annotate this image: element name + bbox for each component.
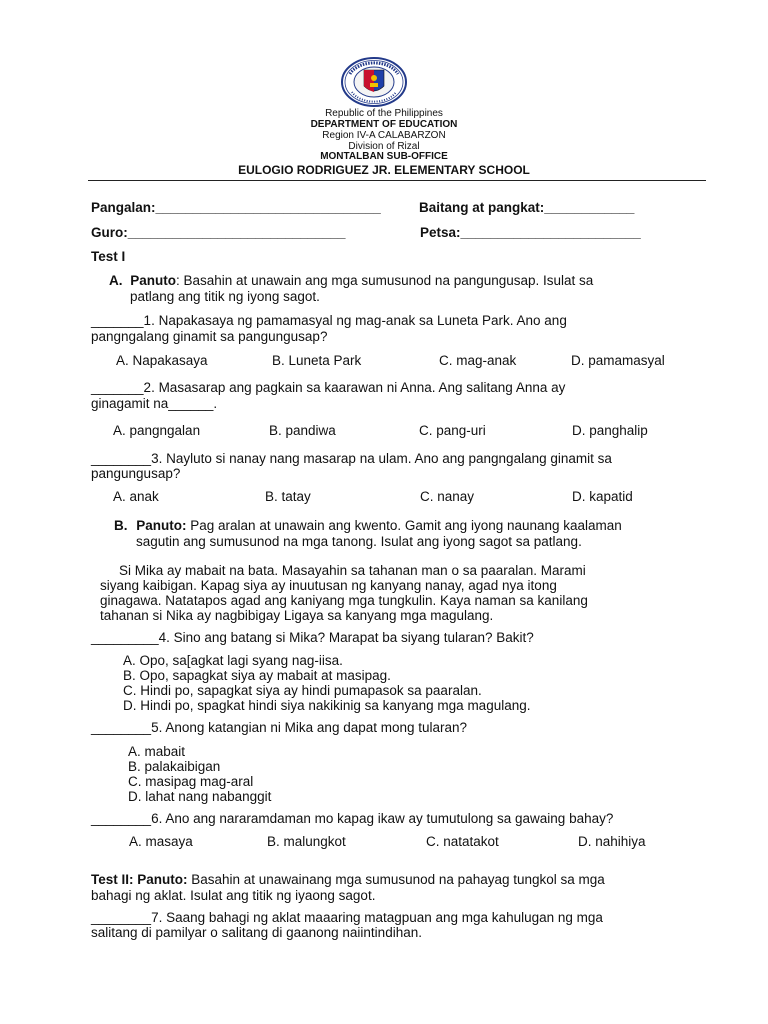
- q3-option-d: D. kapatid: [572, 489, 633, 504]
- story-line: Si Mika ay mabait na bata. Masayahin sa tahanan man o sa paaralan. Marami: [119, 563, 586, 578]
- teacher-field: Guro:_____________________________: [91, 225, 346, 240]
- story-line: ginagawa. Natatapos agad ang kaniyang mga tungkulin. Kaya naman sa kanilang: [100, 593, 588, 608]
- q5-option-d: D. lahat nang nabanggit: [128, 789, 272, 804]
- question-6: ________6. Ano ang nararamdaman mo kapag ikaw ay tumutulong sa gawaing bahay?: [91, 811, 614, 826]
- story-line: tahanan si Nika ay nagbibigay Ligaya sa kanyang mga magulang.: [100, 608, 494, 623]
- question-7: ________7. Saang bahagi ng aklat maaaring matagpuan ang mga kahulugan ng mga: [91, 910, 603, 925]
- q6-option-c: C. natatakot: [426, 834, 499, 849]
- country-name: Republic of the Philippines: [325, 108, 443, 119]
- part-b-instruction: [114, 518, 622, 533]
- question-1-cont: pangngalang ginamit sa pangungusap?: [91, 329, 328, 344]
- header-divider: [88, 180, 706, 181]
- q5-option-a: A. mabait: [128, 744, 186, 759]
- part-a-text: : Basahin at unawain ang mga sumusunod na pangungusap. Isulat sa: [176, 273, 594, 288]
- question-5: ________5. Anong katangian ni Mika ang dapat mong tularan?: [91, 720, 468, 735]
- part-a-label: Panuto: [130, 273, 177, 288]
- q4-option-a: A. Opo, sa[agkat lagi syang nag-iisa.: [123, 653, 343, 668]
- story-line: siyang kaibigan. Kapag siya ay inuutusan ng kanyang nanay, agad nya itong: [100, 578, 557, 593]
- part-b-text-cont: sagutin ang sumusunod na mga tanong. Isulat ang iyong sagot sa patlang.: [136, 534, 582, 549]
- q4-option-c: C. Hindi po, sapagkat siya ay hindi pumapasok sa paaralan.: [123, 683, 482, 698]
- part-b-label: Panuto:: [136, 518, 187, 533]
- test-2-text-cont: bahagi ng aklat. Isulat ang titik ng iyaong sagot.: [91, 888, 376, 903]
- deped-seal-logo: [340, 56, 408, 108]
- part-a-letter: A.: [109, 273, 123, 288]
- test-2-label: Test II: Panuto:: [91, 872, 188, 887]
- q6-option-a: A. masaya: [129, 834, 193, 849]
- question-7-cont: salitang di pamilyar o salitang di gaanong naiintindihan.: [91, 925, 422, 940]
- school-name: EULOGIO RODRIGUEZ JR. ELEMENTARY SCHOOL: [238, 163, 530, 177]
- question-2-cont: ginagamit na______.: [91, 396, 218, 411]
- q1-option-b: B. Luneta Park: [272, 353, 362, 368]
- q4-option-d: D. Hindi po, spagkat hindi siya nakikinig sa kanyang mga magulang.: [123, 698, 531, 713]
- office-name: MONTALBAN SUB-OFFICE: [320, 151, 448, 162]
- question-1: _______1. Napakasaya ng pamamasyal ng mag-anak sa Luneta Park. Ano ang: [91, 313, 567, 328]
- q6-option-d: D. nahihiya: [578, 834, 646, 849]
- division-name: Division of Rizal: [348, 141, 420, 152]
- q3-option-c: C. nanay: [420, 489, 475, 504]
- part-a-text-cont: patlang ang titik ng iyong sagot.: [130, 289, 320, 304]
- region-name: Region IV-A CALABARZON: [322, 130, 446, 141]
- q2-option-a: A. pangngalan: [113, 423, 201, 438]
- question-4: _________4. Sino ang batang si Mika? Marapat ba siyang tularan? Bakit?: [91, 630, 534, 645]
- q3-option-b: B. tatay: [265, 489, 311, 504]
- part-a-instruction: [109, 273, 593, 288]
- name-field: Pangalan:______________________________: [91, 200, 381, 215]
- q3-option-a: A. anak: [113, 489, 159, 504]
- test-2-text: Basahin at unawainang mga sumusunod na pahayag tungkol sa mga: [187, 872, 605, 887]
- date-field: Petsa:________________________: [420, 225, 641, 240]
- q5-option-b: B. palakaibigan: [128, 759, 221, 774]
- part-b-letter: B.: [114, 518, 128, 533]
- q2-option-c: C. pang-uri: [419, 423, 486, 438]
- part-b-text: Pag aralan at unawain ang kwento. Gamit ang iyong naunang kaalaman: [186, 518, 622, 533]
- q6-option-b: B. malungkot: [267, 834, 346, 849]
- question-3: ________3. Nayluto si nanay nang masarap na ulam. Ano ang pangngalang ginamit sa: [91, 451, 612, 466]
- grade-section-field: Baitang at pangkat:____________: [419, 200, 635, 215]
- q5-option-c: C. masipag mag-aral: [128, 774, 254, 789]
- question-2: _______2. Masasarap ang pagkain sa kaarawan ni Anna. Ang salitang Anna ay: [91, 380, 566, 395]
- q1-option-d: D. pamamasyal: [571, 353, 665, 368]
- q4-option-b: B. Opo, sapagkat siya ay mabait at masipag.: [123, 668, 391, 683]
- test-1-title: Test I: [91, 249, 126, 264]
- question-3-cont: pangungusap?: [91, 466, 181, 481]
- department-name: DEPARTMENT OF EDUCATION: [310, 119, 458, 130]
- q2-option-d: D. panghalip: [572, 423, 648, 438]
- q1-option-a: A. Napakasaya: [116, 353, 208, 368]
- test-2-instruction: [91, 872, 605, 887]
- q1-option-c: C. mag-anak: [439, 353, 517, 368]
- q2-option-b: B. pandiwa: [269, 423, 336, 438]
